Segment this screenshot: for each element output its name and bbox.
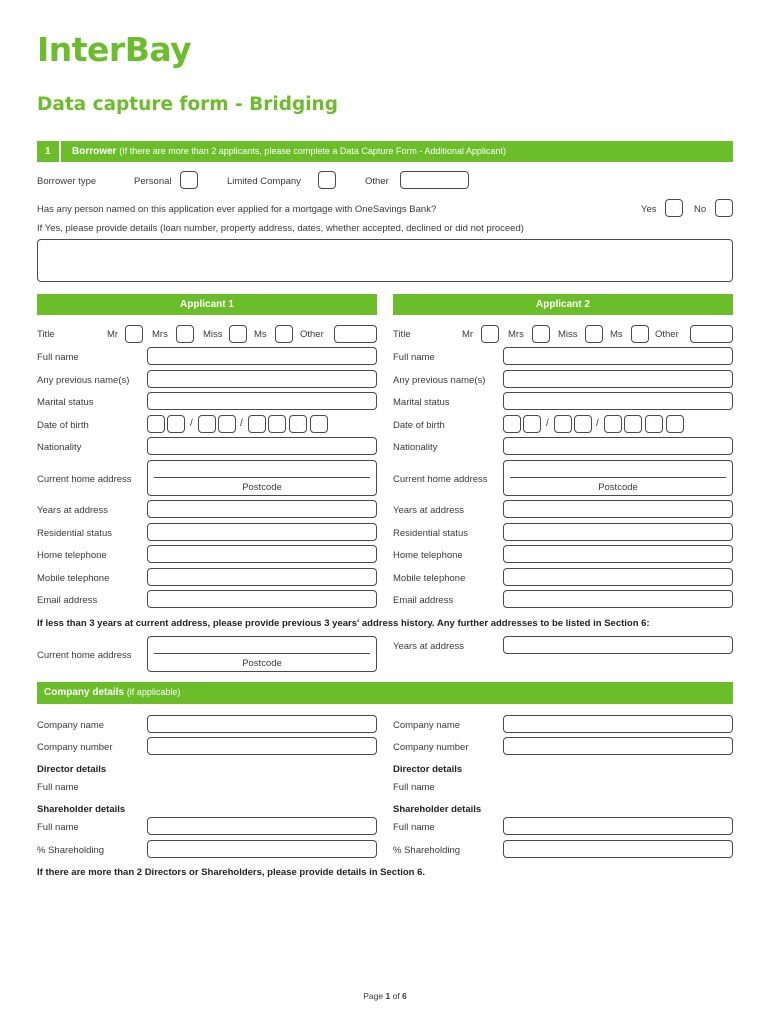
c2-shareholder-full-name-label: Full name bbox=[393, 822, 435, 833]
a1-home-telephone-label: Home telephone bbox=[37, 550, 107, 561]
c2-director-details-heading: Director details bbox=[393, 764, 463, 775]
other-type-field[interactable] bbox=[400, 171, 469, 189]
applicant-1-header bbox=[37, 294, 377, 315]
a2-dob-year-4[interactable] bbox=[666, 415, 684, 433]
a2-dob-slash-1: / bbox=[546, 418, 549, 429]
a2-email-field[interactable] bbox=[503, 590, 733, 608]
a1-nationality-label: Nationality bbox=[37, 442, 82, 453]
a1-dob-slash-1: / bbox=[190, 418, 193, 429]
borrower-type-label: Borrower type bbox=[37, 176, 97, 187]
a1-dob-day-1[interactable] bbox=[147, 415, 165, 433]
c2-shareholder-full-name-field[interactable] bbox=[503, 817, 733, 835]
yes-label: Yes bbox=[641, 204, 657, 215]
a2-ms-label: Ms bbox=[610, 329, 623, 340]
a1-home-telephone-field[interactable] bbox=[147, 545, 377, 563]
a1-years-at-address-field[interactable] bbox=[147, 500, 377, 518]
a1-ms-label: Ms bbox=[254, 329, 267, 340]
prev-address-divider bbox=[154, 653, 370, 654]
a2-nationality-field[interactable] bbox=[503, 437, 733, 455]
mortgage-question: Has any person named on this application ever applied for a mortgage with OneSavings Bank? bbox=[37, 204, 437, 215]
a2-mr-checkbox[interactable] bbox=[481, 325, 499, 343]
page-of: of bbox=[392, 991, 400, 1001]
personal-label: Personal bbox=[134, 176, 172, 187]
prev-years-at-address-field[interactable] bbox=[503, 636, 733, 654]
c2-company-number-field[interactable] bbox=[503, 737, 733, 755]
c2-company-name-label: Company name bbox=[393, 720, 461, 731]
a1-email-label: Email address bbox=[37, 595, 98, 606]
a2-dob-month-2[interactable] bbox=[574, 415, 592, 433]
address-history-note: If less than 3 years at current address, please provide previous 3 years' address history. Any further addresses to be listed in Section 6: bbox=[37, 618, 650, 629]
a2-home-telephone-label: Home telephone bbox=[393, 550, 463, 561]
a1-dob-year-3[interactable] bbox=[289, 415, 307, 433]
a1-mrs-checkbox[interactable] bbox=[176, 325, 194, 343]
a2-miss-label: Miss bbox=[558, 329, 578, 340]
a1-address-divider bbox=[154, 477, 370, 478]
a2-marital-status-field[interactable] bbox=[503, 392, 733, 410]
a1-miss-checkbox[interactable] bbox=[229, 325, 247, 343]
a2-dob-slash-2: / bbox=[596, 418, 599, 429]
section-number: 1 bbox=[45, 146, 51, 157]
a2-dob-month-1[interactable] bbox=[554, 415, 572, 433]
a1-mrs-label: Mrs bbox=[152, 329, 168, 340]
section-number-cell bbox=[37, 141, 61, 162]
a1-mobile-telephone-field[interactable] bbox=[147, 568, 377, 586]
section-note: (If there are more than 2 applicants, please complete a Data Capture Form - Additional Applicant) bbox=[119, 146, 506, 156]
a2-full-name-label: Full name bbox=[393, 352, 435, 363]
c1-company-number-field[interactable] bbox=[147, 737, 377, 755]
c1-shareholder-full-name-field[interactable] bbox=[147, 817, 377, 835]
a1-residential-status-field[interactable] bbox=[147, 523, 377, 541]
a1-mr-checkbox[interactable] bbox=[125, 325, 143, 343]
a1-ms-checkbox[interactable] bbox=[275, 325, 293, 343]
a1-mr-label: Mr bbox=[107, 329, 119, 340]
other-label: Other bbox=[365, 176, 389, 187]
a1-dob-slash-2: / bbox=[240, 418, 243, 429]
c1-shareholder-details-heading: Shareholder details bbox=[37, 804, 126, 815]
a1-postcode-label: Postcode bbox=[242, 482, 282, 493]
c1-director-full-name-label: Full name bbox=[37, 782, 79, 793]
page-current: 1 bbox=[385, 991, 391, 1001]
a1-dob-year-4[interactable] bbox=[310, 415, 328, 433]
no-checkbox[interactable] bbox=[715, 199, 733, 217]
a1-full-name-label: Full name bbox=[37, 352, 79, 363]
details-prompt: If Yes, please provide details (loan number, property address, dates, whether accepted, declined or did not proceed) bbox=[37, 223, 524, 234]
a1-dob-year-1[interactable] bbox=[248, 415, 266, 433]
limited-company-label: Limited Company bbox=[227, 176, 301, 187]
a2-email-label: Email address bbox=[393, 595, 454, 606]
a2-home-telephone-field[interactable] bbox=[503, 545, 733, 563]
section-title bbox=[72, 146, 506, 157]
a2-residential-status-field[interactable] bbox=[503, 523, 733, 541]
a2-dob-year-3[interactable] bbox=[645, 415, 663, 433]
page-title: Data capture form - Bridging bbox=[37, 94, 338, 115]
applicant-1-title: Applicant 1 bbox=[180, 299, 234, 310]
a2-nationality-label: Nationality bbox=[393, 442, 438, 453]
applicant-2-header bbox=[393, 294, 733, 315]
a2-dob-label: Date of birth bbox=[393, 420, 445, 431]
a2-dob-year-2[interactable] bbox=[624, 415, 642, 433]
company-details-title-text: Company details bbox=[44, 687, 125, 698]
c1-shareholder-full-name-label: Full name bbox=[37, 822, 79, 833]
a2-other-title-field[interactable] bbox=[690, 325, 733, 343]
a2-mobile-telephone-field[interactable] bbox=[503, 568, 733, 586]
a2-residential-status-label: Residential status bbox=[393, 528, 468, 539]
page-number bbox=[0, 991, 770, 1001]
a1-dob-day-2[interactable] bbox=[167, 415, 185, 433]
c1-company-number-label: Company number bbox=[37, 742, 113, 753]
no-label: No bbox=[694, 204, 707, 215]
a1-marital-status-label: Marital status bbox=[37, 397, 94, 408]
a2-miss-checkbox[interactable] bbox=[585, 325, 603, 343]
page-prefix: Page bbox=[363, 991, 384, 1001]
prev-years-at-address-label: Years at address bbox=[393, 641, 464, 652]
a2-marital-status-label: Marital status bbox=[393, 397, 450, 408]
section-1-header bbox=[37, 141, 733, 162]
a2-ms-checkbox[interactable] bbox=[631, 325, 649, 343]
a1-nationality-field[interactable] bbox=[147, 437, 377, 455]
yes-checkbox[interactable] bbox=[665, 199, 683, 217]
a2-address-divider bbox=[510, 477, 726, 478]
a2-postcode-label: Postcode bbox=[598, 482, 638, 493]
a2-full-name-field[interactable] bbox=[503, 347, 733, 365]
a1-previous-names-label: Any previous name(s) bbox=[37, 375, 130, 386]
company-details-note: (if applicable) bbox=[126, 687, 181, 697]
a1-other-title-field[interactable] bbox=[334, 325, 377, 343]
personal-checkbox[interactable] bbox=[180, 171, 198, 189]
a1-years-at-address-label: Years at address bbox=[37, 505, 108, 516]
a2-current-address-label: Current home address bbox=[393, 474, 488, 485]
a2-mrs-label: Mrs bbox=[508, 329, 524, 340]
details-textarea[interactable] bbox=[37, 239, 733, 282]
a1-miss-label: Miss bbox=[203, 329, 223, 340]
c1-shareholding-label: % Shareholding bbox=[37, 845, 105, 856]
a1-other-label: Other bbox=[300, 329, 324, 340]
a1-current-address-label: Current home address bbox=[37, 474, 132, 485]
directors-footer-note: If there are more than 2 Directors or Shareholders, please provide details in Section 6. bbox=[37, 867, 426, 878]
prev-address-field[interactable] bbox=[147, 636, 377, 672]
a2-dob-day-1[interactable] bbox=[503, 415, 521, 433]
a2-mr-label: Mr bbox=[462, 329, 474, 340]
c1-company-name-field[interactable] bbox=[147, 715, 377, 733]
page-total: 6 bbox=[402, 991, 407, 1001]
a1-dob-month-1[interactable] bbox=[198, 415, 216, 433]
prev-postcode-label: Postcode bbox=[242, 658, 282, 669]
a1-dob-year-2[interactable] bbox=[268, 415, 286, 433]
c2-shareholding-field[interactable] bbox=[503, 840, 733, 858]
company-details-header bbox=[37, 682, 733, 704]
a1-title-label: Title bbox=[37, 329, 55, 340]
section-title-text: Borrower bbox=[72, 146, 117, 157]
limited-company-checkbox[interactable] bbox=[318, 171, 336, 189]
c1-director-details-heading: Director details bbox=[37, 764, 107, 775]
a2-title-label: Title bbox=[393, 329, 411, 340]
c2-shareholding-label: % Shareholding bbox=[393, 845, 461, 856]
a2-current-address-field[interactable] bbox=[503, 460, 733, 496]
a2-dob-day-2[interactable] bbox=[523, 415, 541, 433]
a1-full-name-field[interactable] bbox=[147, 347, 377, 365]
a1-dob-label: Date of birth bbox=[37, 420, 89, 431]
a2-mobile-telephone-label: Mobile telephone bbox=[393, 573, 466, 584]
company-details-title bbox=[44, 687, 180, 698]
c2-director-full-name-label: Full name bbox=[393, 782, 435, 793]
a2-mrs-checkbox[interactable] bbox=[532, 325, 550, 343]
a1-residential-status-label: Residential status bbox=[37, 528, 112, 539]
a1-dob-month-2[interactable] bbox=[218, 415, 236, 433]
a1-mobile-telephone-label: Mobile telephone bbox=[37, 573, 110, 584]
c2-company-name-field[interactable] bbox=[503, 715, 733, 733]
applicant-2-title: Applicant 2 bbox=[536, 299, 590, 310]
a2-previous-names-field[interactable] bbox=[503, 370, 733, 388]
c2-company-number-label: Company number bbox=[393, 742, 469, 753]
a1-previous-names-field[interactable] bbox=[147, 370, 377, 388]
c1-shareholding-field[interactable] bbox=[147, 840, 377, 858]
a1-current-address-field[interactable] bbox=[147, 460, 377, 496]
a1-email-field[interactable] bbox=[147, 590, 377, 608]
a2-other-label: Other bbox=[655, 329, 679, 340]
a1-marital-status-field[interactable] bbox=[147, 392, 377, 410]
a2-years-at-address-label: Years at address bbox=[393, 505, 464, 516]
interbay-logo: InterBay bbox=[37, 30, 192, 69]
c1-company-name-label: Company name bbox=[37, 720, 105, 731]
a2-dob-year-1[interactable] bbox=[604, 415, 622, 433]
a2-years-at-address-field[interactable] bbox=[503, 500, 733, 518]
c2-shareholder-details-heading: Shareholder details bbox=[393, 804, 482, 815]
a2-previous-names-label: Any previous name(s) bbox=[393, 375, 486, 386]
prev-address-label: Current home address bbox=[37, 650, 132, 661]
